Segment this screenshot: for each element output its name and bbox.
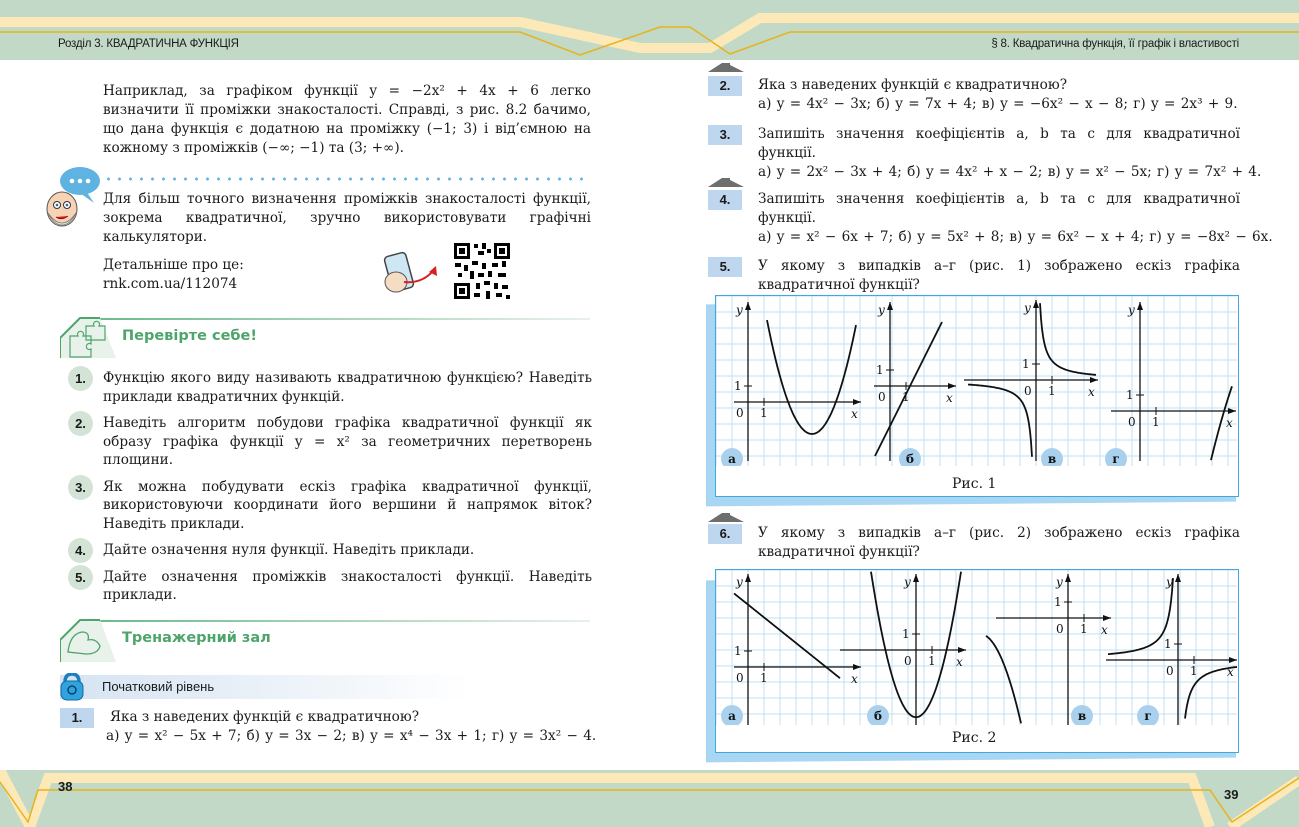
- x-axis-label: x: [851, 672, 858, 686]
- bottom-footer-band: [0, 770, 1299, 827]
- task-text: Яка з наведених функцій є квадратичною?: [758, 77, 1067, 93]
- question-item: 5. Дайте означення проміжків знакосталості функції. Наведіть приклади.: [68, 568, 592, 605]
- y-axis-arrow: [1137, 302, 1143, 310]
- y-unit-label: 1: [1164, 637, 1172, 651]
- question-number: 1.: [68, 366, 93, 391]
- x-axis-arrow: [958, 647, 966, 653]
- tip-link[interactable]: rnk.com.ua/112074: [103, 276, 238, 292]
- tip-dotted-divider: [103, 177, 591, 181]
- y-unit-label: 1: [734, 379, 742, 393]
- question-number: 2.: [68, 411, 93, 436]
- figure-1: [715, 295, 1239, 497]
- origin-label: 0: [1166, 664, 1174, 678]
- y-unit-label: 1: [1126, 388, 1134, 402]
- task-number: 2.: [708, 76, 742, 96]
- difficulty-roof-icon: [708, 62, 744, 72]
- muscle-arm-icon: [60, 618, 116, 662]
- y-unit-label: 1: [876, 363, 884, 377]
- panel-badge-label: в: [1047, 452, 1057, 466]
- x-unit-label: 1: [1080, 622, 1088, 636]
- y-axis-arrow: [913, 574, 919, 582]
- gym-divider: [94, 620, 590, 622]
- x-axis-label: x: [1226, 416, 1233, 430]
- panel-badge-label: г: [1112, 452, 1120, 466]
- task-number: 3.: [708, 125, 742, 145]
- difficulty-roof-icon: [708, 177, 744, 187]
- x-axis-label: x: [1227, 665, 1234, 679]
- y-axis-arrow: [1065, 574, 1071, 582]
- self-check-questions: [68, 369, 592, 613]
- figure-2-caption: Рис. 2: [952, 730, 997, 746]
- task-number: 4.: [708, 190, 742, 210]
- task-4: [708, 190, 1273, 247]
- task-number: 6.: [708, 524, 742, 544]
- x-axis-label: x: [851, 407, 858, 421]
- question-item: 2. Наведіть алгоритм побудови графіка квадратичної функції як образу графіка функції y = x² за геометричних перетворень площини.: [68, 414, 592, 470]
- question-item: 4. Дайте означення нуля функції. Наведіть приклади.: [68, 541, 592, 560]
- graph-a-line: [734, 593, 840, 678]
- y-axis-label: y: [878, 303, 885, 317]
- task-text: У якому з випадків а–г (рис. 2) зображено ескіз графіка квадратичної функції?: [758, 525, 1240, 560]
- question-item: 1. Функцію якого виду називають квадратичною функцією? Наведіть приклади квадратичних функцій.: [68, 369, 592, 406]
- origin-label: 0: [736, 671, 744, 685]
- gym-header: [60, 618, 590, 660]
- y-unit-label: 1: [1022, 357, 1030, 371]
- y-axis-label: y: [1024, 301, 1031, 315]
- difficulty-roof-icon: [708, 512, 744, 522]
- task-3: [708, 125, 1262, 182]
- footer-decoration: [0, 770, 1299, 827]
- x-unit-label: 1: [760, 671, 768, 685]
- running-head-right: § 8. Квадратична функція, її графік і властивості: [991, 38, 1239, 50]
- y-unit-label: 1: [734, 644, 742, 658]
- graph-v-hyperbola-left: [968, 385, 1032, 457]
- running-head-left: Розділ 3. КВАДРАТИЧНА ФУНКЦІЯ: [58, 38, 239, 50]
- origin-label: 0: [1128, 415, 1136, 429]
- question-item: 3. Як можна побудувати ескіз графіка квадратичної функції, використовуючи координати його вершини й напрямок віток? Наведіть приклади.: [68, 478, 592, 534]
- y-axis-label: y: [1128, 303, 1135, 317]
- figure-1-graphs: [716, 296, 1237, 466]
- x-axis-label: x: [956, 655, 963, 669]
- panel-badge-label: г: [1144, 709, 1152, 723]
- task-number: 1.: [60, 708, 94, 728]
- y-axis-label: y: [736, 575, 743, 589]
- task-text: Запишіть значення коефіцієнтів a, b та c для квадратичної функції.: [758, 126, 1240, 161]
- task-text: Запишіть значення коефіцієнтів a, b та c для квадратичної функції.: [758, 191, 1240, 226]
- y-unit-label: 1: [1054, 595, 1062, 609]
- self-check-divider: [94, 318, 590, 320]
- x-axis-arrow: [1103, 615, 1111, 621]
- task-options: а) y = 4x² − 3x; б) y = 7x + 4; в) y = −6x² − x − 8; г) y = 2x³ + 9.: [758, 96, 1238, 112]
- gym-title: Тренажерний зал: [122, 630, 271, 646]
- task-options: а) y = x² − 6x + 7; б) y = 5x² + 8; в) y = 6x² − x + 4; г) y = −8x² − 6x.: [758, 229, 1273, 245]
- question-number: 5.: [68, 565, 93, 590]
- x-unit-label: 1: [1048, 384, 1056, 398]
- page-number-right: 39: [1224, 787, 1239, 802]
- task-text: У якому з випадків а–г (рис. 1) зображено ескіз графіка квадратичної функції?: [758, 258, 1240, 293]
- professor-speech-bubble-icon: [40, 163, 102, 231]
- page-number-left: 38: [58, 779, 73, 794]
- x-unit-label: 1: [1152, 415, 1160, 429]
- task-6: [708, 524, 1240, 562]
- x-axis-arrow: [1229, 657, 1237, 663]
- task-2: [708, 76, 1240, 114]
- header-decoration: [0, 0, 1299, 60]
- tip-text: Для більш точного визначення проміжків знакосталості функції, зокрема квадратичної, зручно використовувати графічні калькулятори.: [103, 191, 591, 245]
- y-axis-arrow: [1033, 300, 1039, 308]
- question-number: 3.: [68, 475, 93, 500]
- task-number: 5.: [708, 257, 742, 277]
- origin-label: 0: [878, 390, 886, 404]
- x-axis-arrow: [1228, 408, 1236, 414]
- kettlebell-icon: [60, 673, 84, 701]
- tip-more: Детальніше про це: rnk.com.ua/112074: [103, 256, 303, 294]
- x-unit-label: 1: [1190, 664, 1198, 678]
- self-check-header: [60, 316, 590, 358]
- panel-badge-label: в: [1077, 709, 1087, 723]
- y-axis-label: y: [736, 303, 743, 317]
- x-axis-arrow: [1090, 377, 1098, 383]
- level-bar: [60, 675, 470, 699]
- origin-label: 0: [736, 406, 744, 420]
- y-axis-label: y: [1056, 575, 1063, 589]
- task-1: [60, 708, 600, 746]
- origin-label: 0: [1024, 384, 1032, 398]
- x-unit-label: 1: [902, 390, 910, 404]
- panel-badge-label: б: [873, 709, 883, 723]
- y-axis-label: y: [1166, 575, 1173, 589]
- phone-scan-icon: [382, 248, 448, 298]
- figure-2: [715, 569, 1239, 753]
- x-unit-label: 1: [760, 406, 768, 420]
- y-axis-arrow: [745, 574, 751, 582]
- x-axis-arrow: [948, 383, 956, 389]
- y-axis-label: y: [904, 575, 911, 589]
- intro-paragraph: Наприклад, за графіком функції y = −2x² + 4x + 6 легко визначити її проміжки знакосталості. Справді, з рис. 8.2 бачимо, що дана функція є додатною на проміжку (−1; 3) і від’ємною на кожному з проміжків (−∞; −1) та (3; +∞).: [103, 83, 591, 156]
- puzzle-icon: [60, 316, 116, 358]
- figure-1-caption: Рис. 1: [952, 476, 997, 492]
- panel-badge-label: а: [728, 452, 736, 466]
- x-axis-label: x: [1101, 623, 1108, 637]
- task-options: а) y = 2x² − 3x + 4; б) y = 4x² + x − 2; в) y = x² − 5x; г) y = 7x² + 4.: [758, 164, 1262, 180]
- panel-badge-label: а: [728, 709, 736, 723]
- panel-badge-label: б: [905, 452, 915, 466]
- task-text: Яка з наведених функцій є квадратичною?: [110, 709, 419, 725]
- top-header-band: [0, 0, 1299, 60]
- origin-label: 0: [904, 654, 912, 668]
- figure-2-graphs: [716, 570, 1237, 725]
- qr-code-icon[interactable]: [452, 241, 512, 301]
- origin-label: 0: [1056, 622, 1064, 636]
- x-unit-label: 1: [928, 654, 936, 668]
- y-axis-arrow: [745, 302, 751, 310]
- level-title: Початковий рівень: [102, 679, 215, 694]
- x-axis-label: x: [946, 391, 953, 405]
- task-options: а) y = x² − 5x + 7; б) y = 3x − 2; в) y = x⁴ − 3x + 1; г) y = 3x² − 4.: [106, 728, 597, 744]
- self-check-title: Перевірте себе!: [122, 328, 257, 344]
- question-number: 4.: [68, 538, 93, 563]
- x-axis-label: x: [1088, 385, 1095, 399]
- y-unit-label: 1: [902, 627, 910, 641]
- task-5: [708, 257, 1240, 295]
